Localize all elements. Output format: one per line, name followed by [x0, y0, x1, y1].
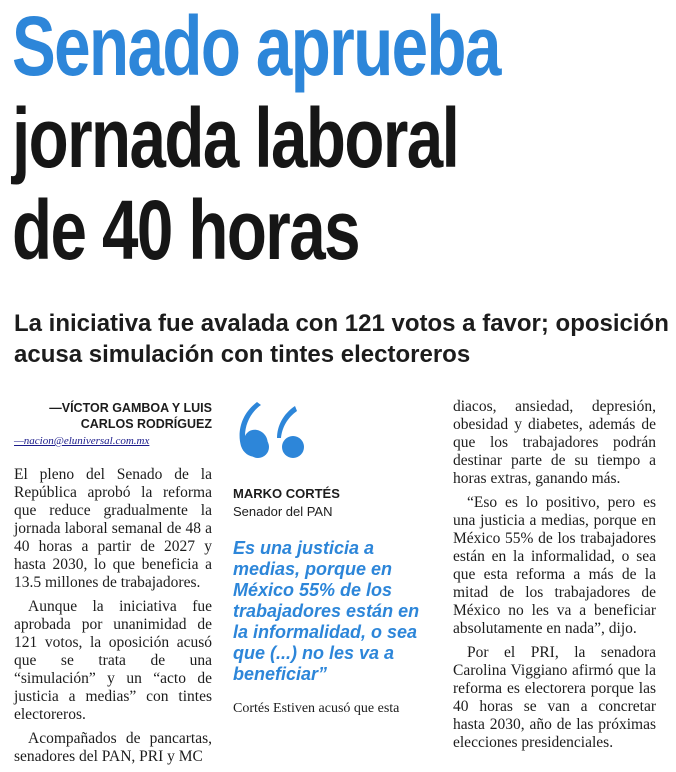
- quote-text: Es una justicia a medias, porque en México 55% de los trabajadores están en la informalidad, o sea que (...) no les va a beneficiar”: [233, 538, 420, 684]
- headline-line-1: Senado aprueba: [12, 0, 500, 93]
- byline-email-link[interactable]: —nacion@eluniversal.com.mx: [14, 435, 150, 447]
- paragraph: Acompañados de pancartas, senadores del PAN, PRI y MC: [14, 730, 212, 765]
- quote-speaker-role: Senador del PAN: [233, 504, 333, 519]
- pull-quote: [233, 392, 433, 685]
- headline-line-3: de 40 horas: [12, 183, 360, 277]
- subheadline: La iniciativa fue avalada con 121 votos a favor; oposición acusa simulación con tintes electoreros: [14, 310, 669, 368]
- article-column-1: [14, 394, 212, 772]
- paragraph: Aunque la iniciativa fue aprobada por unanimidad de 121 votos, la oposición acusó que se trata de una “simulación” y un “acto de justicia a medias” con tintes electoreros.: [14, 598, 212, 723]
- paragraph: “Eso es lo positivo, pero es una justicia a medias, porque en México 55% de los trabajadores están en la informalidad, o sea que esta reforma a más de la mitad de los trabajadores de México no les va a beneficiar absolutamente en nada”, dijo.: [453, 494, 656, 637]
- quote-marks-icon: [233, 392, 311, 462]
- column-2-continuation: Cortés Estiven acusó que esta: [233, 701, 400, 716]
- paragraph: El pleno del Senado de la República aprobó la reforma que reduce gradualmente la jornada laboral semanal de 48 a 40 horas a partir de 2027 y hasta 2030, lo que beneficia a 13.5 millones de trabajadores.: [14, 466, 212, 591]
- article-column-3: [453, 398, 656, 758]
- quote-speaker-name: MARKO CORTÉS: [233, 486, 340, 501]
- headline: [12, 0, 500, 276]
- byline-authors: —VÍCTOR GAMBOA Y LUIS CARLOS RODRÍGUEZ: [49, 401, 212, 431]
- headline-line-2: jornada laboral: [12, 91, 459, 185]
- paragraph: Por el PRI, la senadora Carolina Viggiano afirmó que la reforma es electorera porque las 40 horas se van a concretar hasta 2030, año de las próximas elecciones presidenciales.: [453, 644, 656, 751]
- paragraph: diacos, ansiedad, depresión, obesidad y diabetes, además de que los trabajadores podrán destinar parte de su tiempo a horas extras, ganando más.: [453, 398, 656, 487]
